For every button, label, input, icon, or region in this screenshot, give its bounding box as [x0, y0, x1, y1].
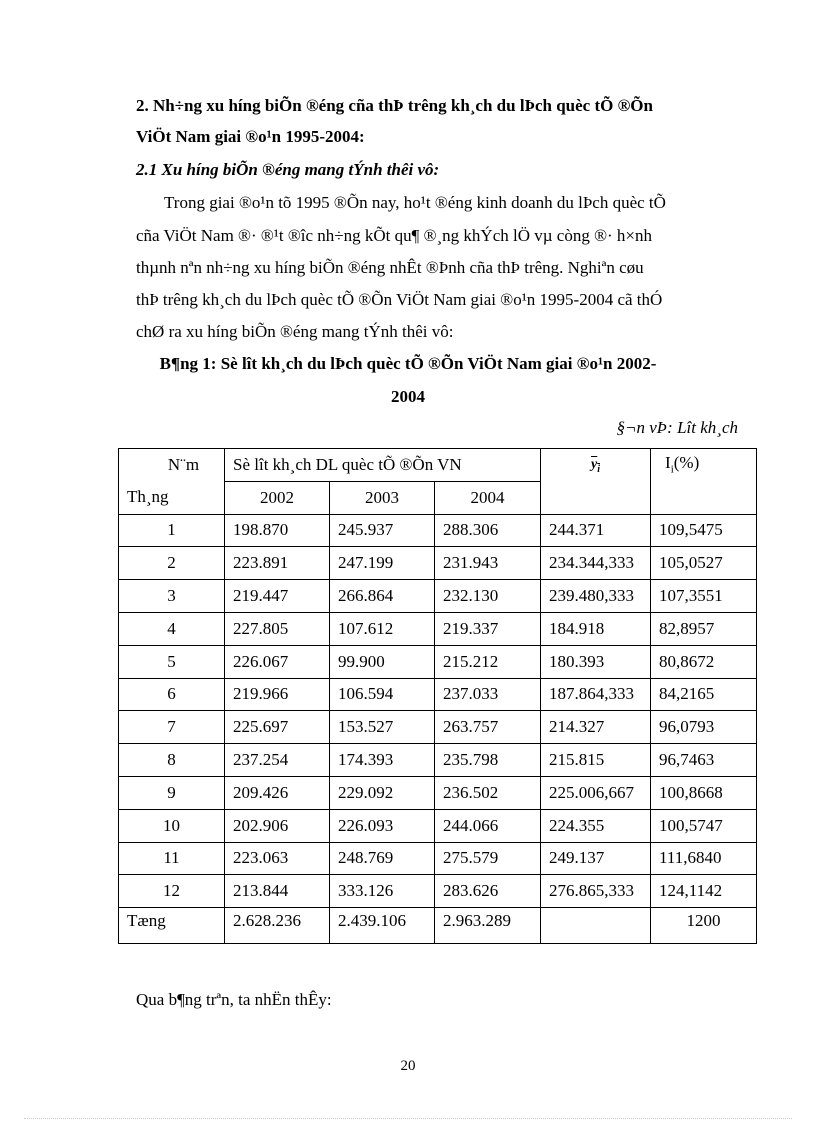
year-header: 2002 [225, 481, 330, 514]
table-row [119, 744, 757, 777]
value-cell: 82,8957 [651, 612, 757, 645]
closing-text: Qua b¶ng trªn, ta nhËn thÊy: [136, 990, 332, 1009]
month-cell: 5 [119, 645, 225, 678]
value-cell: 187.864,333 [541, 678, 651, 711]
value-cell: 215.212 [435, 645, 541, 678]
value-cell: 215.815 [541, 744, 651, 777]
year-header: 2004 [435, 481, 541, 514]
unit-note: §¬n vÞ: Lît kh¸ch [616, 418, 738, 437]
value-cell: 223.891 [225, 547, 330, 580]
value-cell: 249.137 [541, 842, 651, 875]
month-cell: 10 [119, 809, 225, 842]
subsection-heading: 2.1 Xu híng biÕn ®éng mang tÝnh thêi vô: [136, 160, 440, 179]
corner-header-year: N¨m [119, 449, 225, 482]
value-cell: 106.594 [330, 678, 435, 711]
table-total-row [119, 908, 757, 944]
table-row [119, 776, 757, 809]
paragraph-line: cña ViÖt Nam ®· ®¹t ®îc nh÷ng kÕt qu¶ ®¸ng khÝch lÖ vµ còng ®· h×nh [136, 226, 652, 245]
month-cell: 7 [119, 711, 225, 744]
table-caption: B¶ng 1: Sè lît kh¸ch du lÞch quèc tÕ ®Õn ViÖt Nam giai ®o¹n 2002- [159, 354, 657, 373]
value-cell: 232.130 [435, 580, 541, 613]
table-caption-continued: 2004 [391, 387, 425, 406]
table-row [119, 612, 757, 645]
table-row [119, 678, 757, 711]
value-cell: 219.966 [225, 678, 330, 711]
value-cell: 105,0527 [651, 547, 757, 580]
value-cell: 237.033 [435, 678, 541, 711]
value-cell: 239.480,333 [541, 580, 651, 613]
value-cell: 99.900 [330, 645, 435, 678]
value-cell: 333.126 [330, 875, 435, 908]
table-row [119, 711, 757, 744]
section-heading-line2: ViÖt Nam giai ®o¹n 1995-2004: [136, 127, 365, 146]
year-header: 2003 [330, 481, 435, 514]
month-cell: 4 [119, 612, 225, 645]
month-cell: 9 [119, 776, 225, 809]
table-row [119, 842, 757, 875]
value-cell: 107.612 [330, 612, 435, 645]
value-cell: 236.502 [435, 776, 541, 809]
value-cell: 214.327 [541, 711, 651, 744]
value-cell: 198.870 [225, 514, 330, 547]
value-cell: 288.306 [435, 514, 541, 547]
value-cell: 107,3551 [651, 580, 757, 613]
value-cell: 100,5747 [651, 809, 757, 842]
paragraph-line: thµnh nªn nh÷ng xu híng biÕn ®éng nhÊt ®Þnh cña thÞ trêng. Nghiªn cøu [136, 258, 644, 277]
value-cell: 224.355 [541, 809, 651, 842]
table-row [119, 809, 757, 842]
month-cell: 2 [119, 547, 225, 580]
value-cell: 219.337 [435, 612, 541, 645]
value-cell: 229.092 [330, 776, 435, 809]
group-header: Sè lît kh¸ch DL quèc tÕ ®Õn VN [225, 449, 541, 482]
value-cell: 276.865,333 [541, 875, 651, 908]
value-cell: 225.006,667 [541, 776, 651, 809]
value-cell: 124,1142 [651, 875, 757, 908]
value-cell: 202.906 [225, 809, 330, 842]
value-cell: 174.393 [330, 744, 435, 777]
page-number: 20 [400, 1058, 416, 1074]
value-cell: 266.864 [330, 580, 435, 613]
value-cell: 84,2165 [651, 678, 757, 711]
value-cell: 213.844 [225, 875, 330, 908]
paragraph-line: chØ ra xu híng biÕn ®éng mang tÝnh thêi vô: [136, 322, 454, 341]
value-cell: 223.063 [225, 842, 330, 875]
mean-header: $y_i$ [541, 449, 651, 515]
value-cell: 245.937 [330, 514, 435, 547]
value-cell: 225.697 [225, 711, 330, 744]
value-cell: 248.769 [330, 842, 435, 875]
value-cell: 244.066 [435, 809, 541, 842]
value-cell: 153.527 [330, 711, 435, 744]
value-cell: 226.067 [225, 645, 330, 678]
total-value: 1200 [651, 908, 757, 944]
paragraph-line: Trong giai ®o¹n tõ 1995 ®Õn nay, ho¹t ®éng kinh doanh du lÞch quèc tÕ [164, 193, 666, 212]
tourist-arrivals-table [118, 448, 757, 944]
seasonal-index-header: $I_i(\%)$ [651, 449, 757, 515]
corner-header-month: Th¸ng [119, 481, 225, 514]
value-cell: 80,8672 [651, 645, 757, 678]
value-cell: 237.254 [225, 744, 330, 777]
table-row [119, 580, 757, 613]
page-border [24, 1118, 792, 1119]
month-cell: 8 [119, 744, 225, 777]
value-cell: 111,6840 [651, 842, 757, 875]
total-value: 2.628.236 [225, 908, 330, 944]
table-header-row [119, 449, 757, 482]
value-cell: 234.344,333 [541, 547, 651, 580]
month-cell: 1 [119, 514, 225, 547]
value-cell: 180.393 [541, 645, 651, 678]
value-cell: 231.943 [435, 547, 541, 580]
value-cell: 209.426 [225, 776, 330, 809]
month-cell: 6 [119, 678, 225, 711]
value-cell: 227.805 [225, 612, 330, 645]
month-cell: 12 [119, 875, 225, 908]
total-value [541, 908, 651, 944]
value-cell: 96,7463 [651, 744, 757, 777]
section-heading-line1: 2. Nh÷ng xu híng biÕn ®éng cña thÞ trêng kh¸ch du lÞch quèc tÕ ®Õn [136, 96, 653, 115]
table-row [119, 645, 757, 678]
value-cell: 109,5475 [651, 514, 757, 547]
value-cell: 184.918 [541, 612, 651, 645]
table-row [119, 547, 757, 580]
total-value: 2.963.289 [435, 908, 541, 944]
paragraph-line: thÞ trêng kh¸ch du lÞch quèc tÕ ®Õn ViÖt Nam giai ®o¹n 1995-2004 cã thÓ [136, 290, 663, 309]
value-cell: 219.447 [225, 580, 330, 613]
table-row [119, 514, 757, 547]
value-cell: 244.371 [541, 514, 651, 547]
table-row [119, 875, 757, 908]
total-label: Tæng [119, 908, 225, 944]
value-cell: 235.798 [435, 744, 541, 777]
month-cell: 11 [119, 842, 225, 875]
total-value: 2.439.106 [330, 908, 435, 944]
value-cell: 226.093 [330, 809, 435, 842]
value-cell: 275.579 [435, 842, 541, 875]
value-cell: 283.626 [435, 875, 541, 908]
month-cell: 3 [119, 580, 225, 613]
value-cell: 263.757 [435, 711, 541, 744]
value-cell: 100,8668 [651, 776, 757, 809]
value-cell: 96,0793 [651, 711, 757, 744]
value-cell: 247.199 [330, 547, 435, 580]
